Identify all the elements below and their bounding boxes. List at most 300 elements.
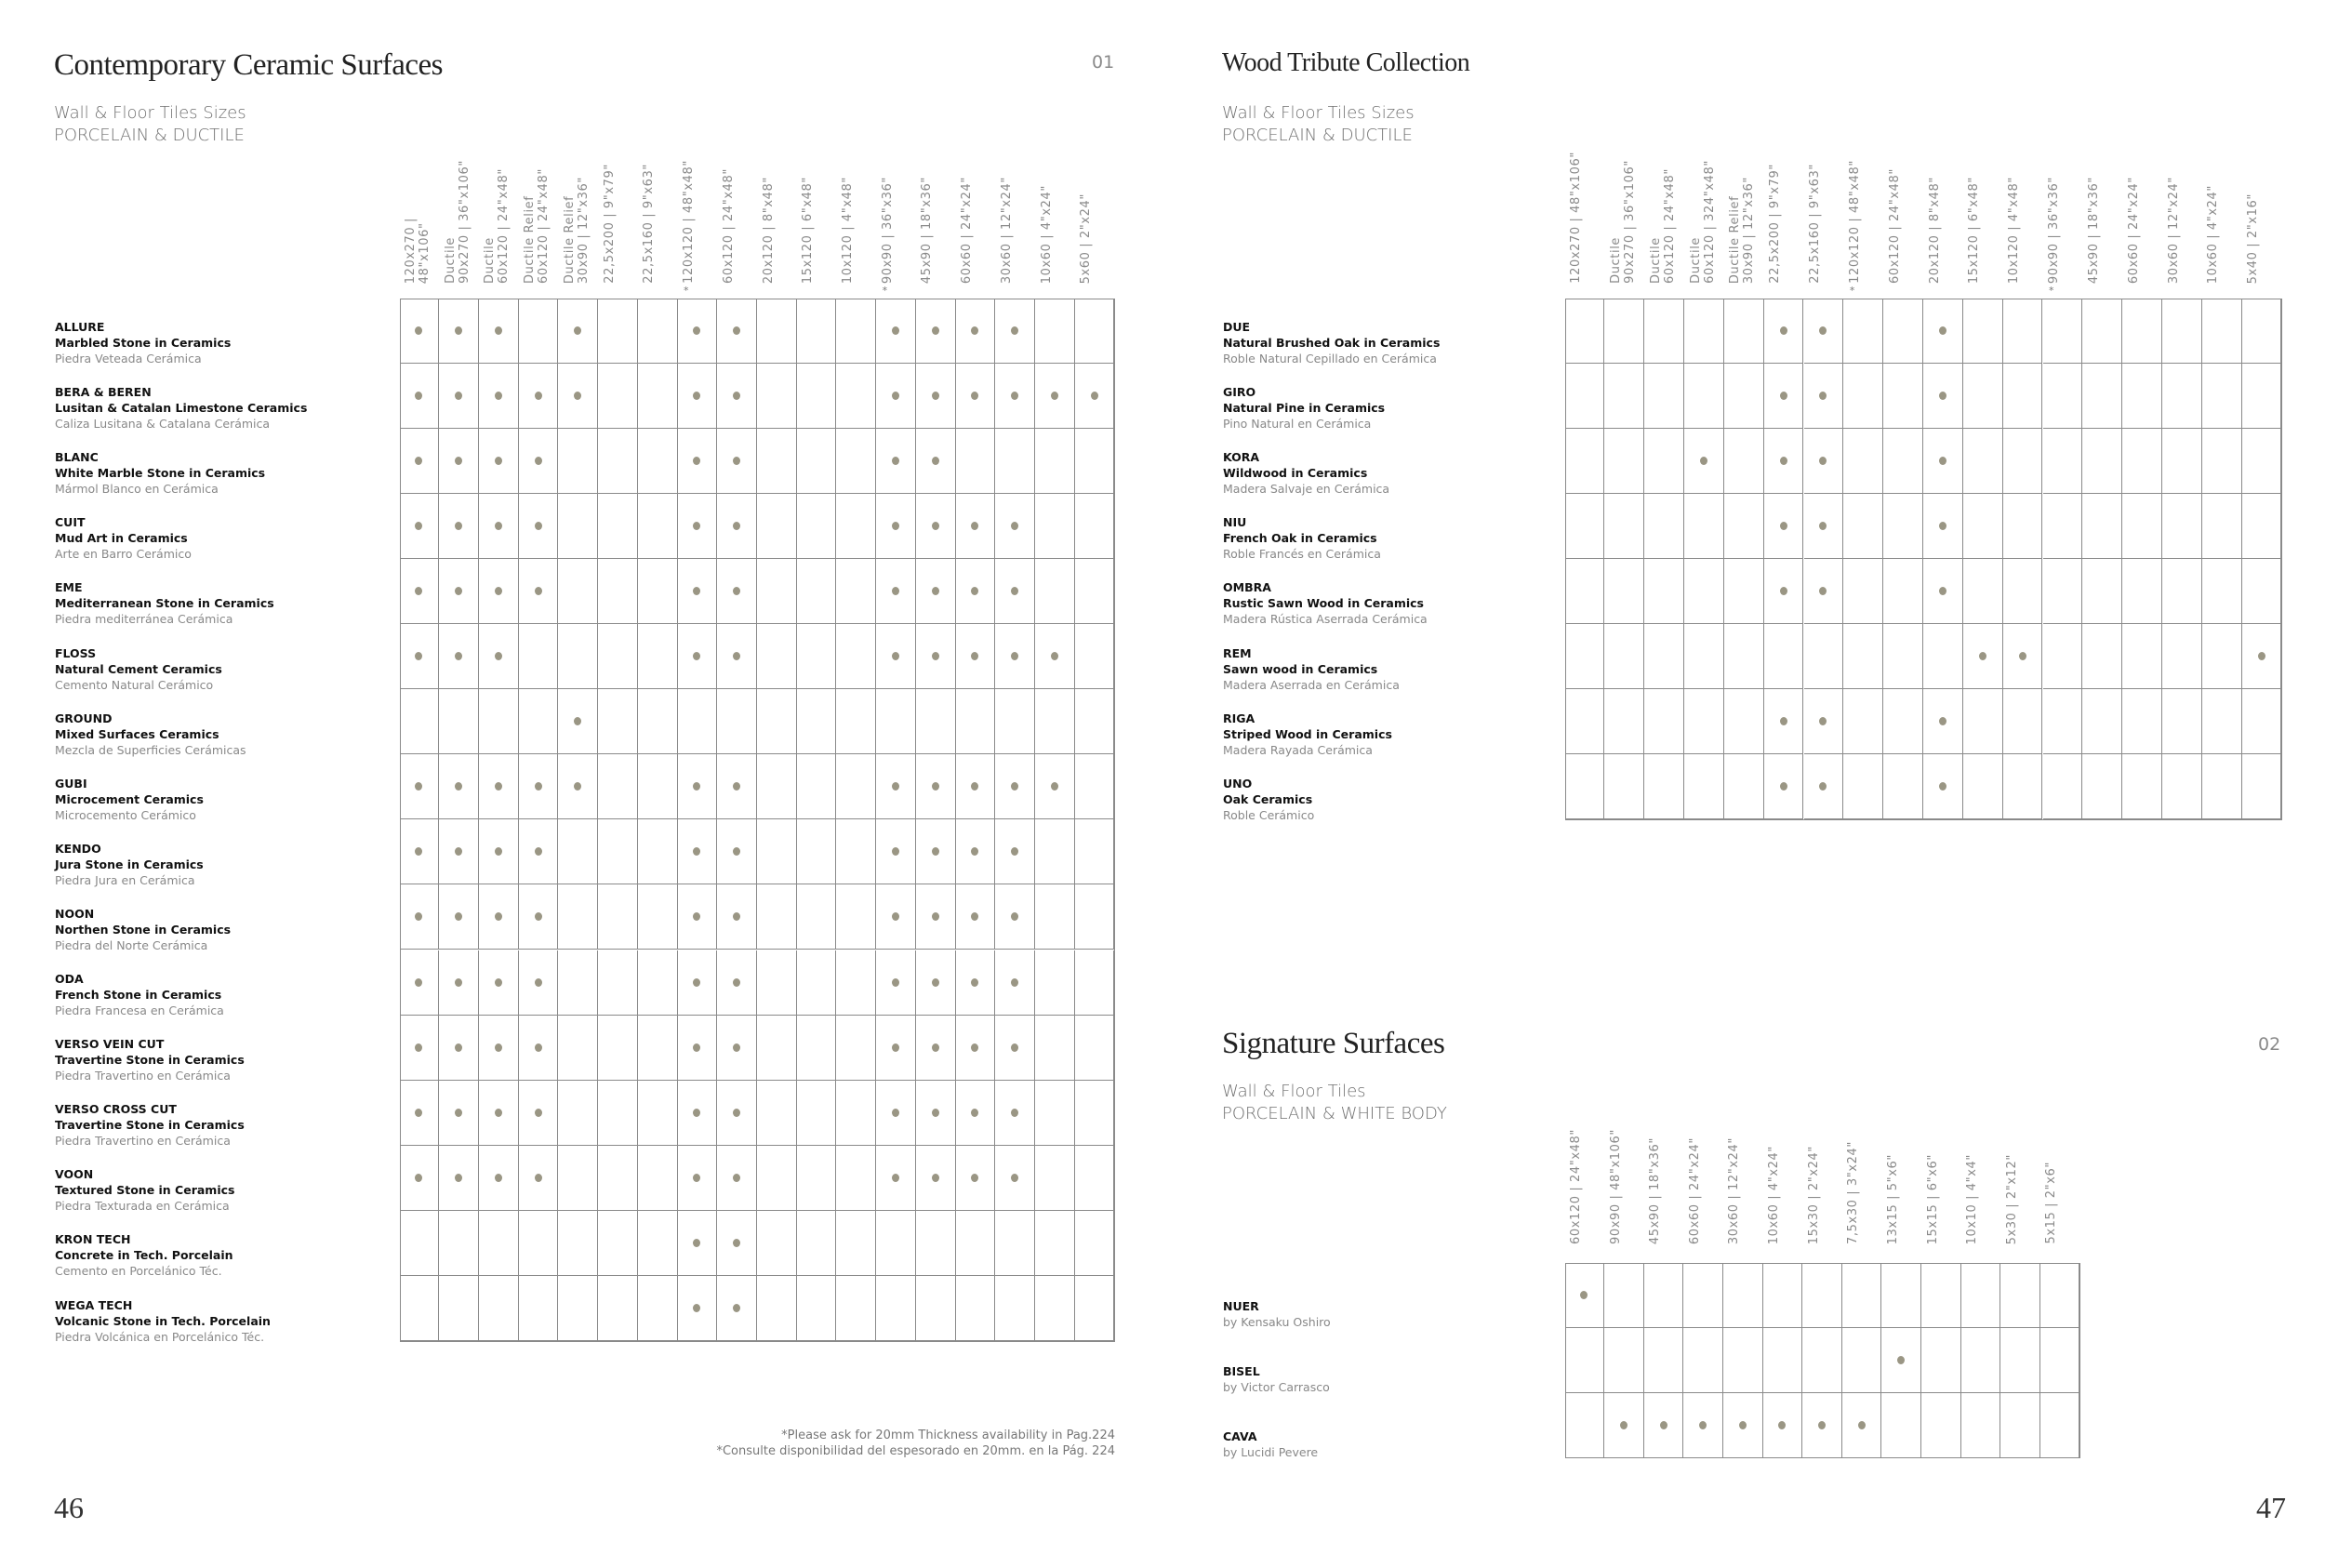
column-header-label: 20x120 | 8"x48" [761, 176, 776, 284]
column-header-label: Ductile 60x120 | 24"x48" [483, 167, 512, 284]
availability-dot [495, 522, 502, 530]
column-header-label: 60x120 | 24"x48" [1569, 1128, 1583, 1244]
column-header [837, 144, 877, 284]
grid-cell [400, 1016, 440, 1081]
product-row-label [55, 1297, 271, 1345]
grid-cell [717, 754, 757, 819]
availability-dot [1011, 392, 1018, 400]
product-row-label [55, 384, 307, 432]
availability-dot [971, 587, 978, 595]
availability-dot [1011, 522, 1018, 530]
grid-cell [1565, 494, 1605, 559]
grid-cell [916, 559, 956, 624]
grid-cell [2043, 364, 2083, 429]
grid-cell [1724, 429, 1764, 494]
grid-cell [678, 364, 718, 429]
availability-dot [455, 1043, 462, 1052]
grid-cell [717, 1276, 757, 1341]
grid-cell [916, 624, 956, 689]
grid-cell [1843, 429, 1883, 494]
column-header [400, 144, 440, 284]
grid-cell [757, 1276, 797, 1341]
grid-cell [598, 429, 638, 494]
grid-cell [1075, 1016, 1115, 1081]
column-header-label: 15x120 | 6"x48" [801, 176, 816, 284]
grid-cell [797, 1081, 837, 1146]
grid-cell [558, 1146, 598, 1211]
column-header [1036, 144, 1076, 284]
grid-cell [1644, 299, 1684, 364]
grid-cell [995, 884, 1035, 950]
grid-cell [757, 754, 797, 819]
availability-dot [932, 912, 939, 921]
availability-dot [932, 392, 939, 400]
grid-cell [2202, 624, 2242, 689]
availability-dot [693, 392, 700, 400]
grid-cell [1604, 559, 1644, 624]
grid-cell [1035, 494, 1075, 559]
product-code: KORA [1223, 450, 1260, 465]
column-header [2040, 1105, 2080, 1244]
grid-cell [638, 1081, 678, 1146]
grid-cell [757, 689, 797, 754]
column-header-label: 30x60 | 12"x24" [2166, 176, 2181, 284]
availability-dot [495, 392, 502, 400]
grid-cell [797, 884, 837, 950]
product-row-label [55, 841, 204, 888]
availability-dot [932, 1174, 939, 1182]
grid-cell [479, 299, 519, 364]
grid-cell [1802, 1263, 1842, 1328]
product-code: GIRO [1223, 385, 1256, 400]
column-header-label: 60x60 | 24"x24" [2126, 176, 2141, 284]
availability-dot [1011, 847, 1018, 856]
availability-dot [1011, 1174, 1018, 1182]
grid-cell [2242, 689, 2282, 754]
availability-dot [455, 1109, 462, 1117]
product-row-label [1223, 514, 1381, 562]
column-header-label: 13x15 | 5"x6" [1885, 1153, 1900, 1244]
grid-cell [757, 819, 797, 884]
grid-cell [916, 494, 956, 559]
column-header [2242, 144, 2282, 284]
product-name: Marbled Stone in Ceramics [55, 336, 232, 350]
signature-subtitle [1222, 1081, 1447, 1125]
grid-cell [479, 819, 519, 884]
grid-cell [638, 624, 678, 689]
grid-cell [1723, 1328, 1763, 1393]
grid-cell [1923, 624, 1963, 689]
grid-cell [995, 494, 1035, 559]
column-header-label: 30x60 | 12"x24" [999, 176, 1014, 284]
grid-cell [2242, 624, 2282, 689]
grid-cell [1843, 624, 1883, 689]
grid-cell [1961, 1263, 2001, 1328]
grid-cell [2242, 494, 2282, 559]
product-name: Travertine Stone in Ceramics [55, 1053, 245, 1068]
product-spanish-name: Piedra del Norte Cerámica [55, 937, 208, 952]
product-name: Volcanic Stone in Tech. Porcelain [55, 1313, 271, 1328]
availability-dot [892, 457, 899, 465]
product-code: VERSO VEIN CUT [55, 1037, 165, 1052]
grid-cell [1764, 494, 1804, 559]
grid-cell [1035, 429, 1075, 494]
availability-dot [892, 912, 899, 921]
grid-cell [439, 754, 479, 819]
column-header [2043, 144, 2083, 297]
grid-cell [995, 819, 1035, 884]
grid-cell [400, 689, 440, 754]
column-header-label: 10x60 | 4"x24" [2206, 184, 2221, 284]
product-row-label [55, 1101, 245, 1149]
availability-dot [1819, 392, 1827, 400]
product-spanish-name: Piedra Volcánica en Porcelánico Téc. [55, 1329, 265, 1344]
availability-dot [1939, 522, 1946, 530]
availability-dot [971, 782, 978, 791]
section-number: 01 [1092, 52, 1115, 73]
grid-cell [2202, 364, 2242, 429]
availability-dot [495, 847, 502, 856]
product-code: CAVA [1223, 1429, 1257, 1443]
availability-dot [693, 1304, 700, 1312]
column-header-label: 45x90 | 18"x36" [2086, 176, 2101, 284]
grid-cell [1075, 1081, 1115, 1146]
grid-cell [2202, 559, 2242, 624]
grid-cell [479, 884, 519, 950]
grid-cell [1843, 754, 1883, 819]
grid-cell [678, 884, 718, 950]
availability-dot [495, 587, 502, 595]
grid-cell [1963, 754, 2003, 819]
availability-dot [1819, 717, 1827, 725]
availability-dot [733, 1174, 740, 1182]
product-code: ODA [55, 972, 84, 986]
column-header-label: 15x120 | 6"x48" [1967, 176, 1982, 284]
product-spanish-name: Madera Rayada Cerámica [1223, 742, 1373, 757]
grid-cell [1644, 559, 1684, 624]
grid-cell [678, 494, 718, 559]
grid-cell [2162, 429, 2202, 494]
grid-cell [558, 429, 598, 494]
grid-cell [2003, 364, 2043, 429]
grid-cell [836, 1016, 876, 1081]
column-header-label: 22,5x160 | 9"x63" [642, 164, 657, 284]
grid-cell [439, 950, 479, 1016]
column-header-label: 10x120 | 4"x48" [840, 176, 855, 284]
product-code: VERSO CROSS CUT [55, 1102, 177, 1117]
grid-cell [757, 559, 797, 624]
grid-cell [1921, 1393, 1961, 1458]
grid-cell [558, 950, 598, 1016]
grid-cell [2043, 494, 2083, 559]
grid-cell [519, 299, 559, 364]
grid-cell [400, 364, 440, 429]
grid-cell [876, 1211, 916, 1276]
product-name: Concrete in Tech. Porcelain [55, 1248, 233, 1263]
grid-cell [956, 429, 996, 494]
grid-cell [2162, 624, 2202, 689]
grid-cell [1075, 494, 1115, 559]
size-grid [1565, 1263, 2080, 1458]
grid-cell [598, 559, 638, 624]
grid-cell [400, 754, 440, 819]
availability-dot [1091, 392, 1098, 400]
grid-cell [598, 1276, 638, 1341]
column-header-label: Ductile 60x120 | 24"x48" [1648, 167, 1677, 284]
grid-cell [1565, 559, 1605, 624]
grid-cell [1604, 494, 1644, 559]
grid-cell [2082, 494, 2122, 559]
availability-dot [455, 652, 462, 660]
availability-dot [574, 326, 581, 335]
grid-cell [836, 1146, 876, 1211]
availability-dot [1819, 782, 1827, 791]
column-header [1075, 144, 1115, 284]
grid-cell [400, 950, 440, 1016]
availability-dot [892, 1043, 899, 1052]
grid-cell [1565, 364, 1605, 429]
grid-cell [1923, 299, 1963, 364]
grid-cell [2122, 624, 2162, 689]
availability-dot [932, 326, 939, 335]
grid-cell [1842, 1263, 1882, 1328]
grid-cell [1035, 1081, 1075, 1146]
grid-cell [757, 1016, 797, 1081]
product-spanish-name: Pino Natural en Cerámica [1223, 417, 1372, 432]
grid-cell [1644, 1393, 1684, 1458]
grid-cell [479, 689, 519, 754]
grid-cell [717, 559, 757, 624]
grid-cell [717, 819, 757, 884]
product-name: Textured Stone in Ceramics [55, 1183, 235, 1198]
grid-cell [598, 689, 638, 754]
grid-cell [836, 950, 876, 1016]
grid-cell [1644, 689, 1684, 754]
product-row-label [1223, 645, 1400, 693]
grid-cell [678, 950, 718, 1016]
product-row-label [55, 1231, 233, 1279]
product-row-label [55, 776, 204, 823]
grid-cell [1921, 1328, 1961, 1393]
grid-cell [956, 624, 996, 689]
product-spanish-name: Madera Aserrada en Cerámica [1223, 677, 1400, 692]
availability-dot [693, 587, 700, 595]
grid-cell [2003, 624, 2043, 689]
column-header-label: 15x30 | 2"x24" [1806, 1145, 1821, 1244]
grid-cell [916, 1211, 956, 1276]
grid-cell [1804, 429, 1844, 494]
grid-cell [2122, 689, 2162, 754]
grid-cell [1883, 559, 1923, 624]
column-header [758, 144, 798, 284]
column-header [1842, 1105, 1882, 1244]
grid-cell [439, 559, 479, 624]
grid-cell [638, 299, 678, 364]
availability-dot [1580, 1291, 1588, 1299]
product-row-label [55, 906, 231, 953]
column-header-label: 10x60 | 4"x24" [1767, 1145, 1782, 1244]
grid-cell [678, 559, 718, 624]
grid-cell [836, 494, 876, 559]
grid-cell [1604, 1328, 1644, 1393]
product-name: Jura Stone in Ceramics [55, 857, 204, 871]
column-header [1724, 144, 1764, 284]
grid-cell [519, 754, 559, 819]
product-code: VOON [55, 1167, 94, 1182]
grid-cell [558, 559, 598, 624]
availability-dot [892, 652, 899, 660]
grid-cell [1075, 884, 1115, 950]
availability-dot [495, 326, 502, 335]
availability-dot [415, 912, 422, 921]
grid-cell [2082, 689, 2122, 754]
grid-cell [916, 1146, 956, 1211]
column-header [1844, 144, 1884, 297]
grid-cell [2122, 559, 2162, 624]
column-header [2202, 144, 2242, 284]
product-name: Natural Brushed Oak in Ceramics [1223, 336, 1441, 350]
grid-cell [1075, 689, 1115, 754]
grid-cell [1644, 364, 1684, 429]
grid-cell [797, 364, 837, 429]
column-header-label: 5x60 | 2"x24" [1079, 193, 1094, 284]
grid-cell [1684, 364, 1724, 429]
availability-dot [495, 652, 502, 660]
grid-cell [2003, 429, 2043, 494]
grid-cell [876, 559, 916, 624]
availability-dot [693, 1109, 700, 1117]
grid-cell [1565, 754, 1605, 819]
product-name: White Marble Stone in Ceramics [55, 466, 266, 481]
grid-cell [1035, 1146, 1075, 1211]
availability-dot [892, 587, 899, 595]
availability-dot [1819, 587, 1827, 595]
grid-cell [1604, 429, 1644, 494]
product-spanish-name: Cemento Natural Cerámico [55, 677, 214, 692]
grid-cell [1923, 754, 1963, 819]
availability-dot [2019, 652, 2026, 660]
page-number-left: 46 [54, 1491, 84, 1524]
product-spanish-name: Mármol Blanco en Cerámica [55, 482, 219, 497]
subtitle-line: PORCELAIN & DUCTILE [1222, 126, 1413, 145]
availability-dot [535, 1043, 542, 1052]
availability-dot [1939, 782, 1946, 791]
column-header-label: 15x15 | 6"x6" [1925, 1153, 1940, 1244]
product-name: Northen Stone in Ceramics [55, 922, 232, 937]
grid-cell [916, 754, 956, 819]
grid-cell [400, 559, 440, 624]
availability-dot [1858, 1421, 1866, 1429]
column-header-label: 5x15 | 2"x6" [2044, 1162, 2059, 1244]
availability-dot [932, 522, 939, 530]
availability-dot [1780, 717, 1787, 725]
grid-cell [2082, 364, 2122, 429]
column-header-label: 10x120 | 4"x48" [2007, 176, 2022, 284]
column-header-label: 45x90 | 18"x36" [1648, 1136, 1663, 1244]
availability-dot [693, 326, 700, 335]
grid-cell [876, 1276, 916, 1341]
grid-cell [836, 754, 876, 819]
column-header [877, 144, 917, 297]
grid-cell [479, 754, 519, 819]
grid-cell [836, 1081, 876, 1146]
grid-cell [2040, 1393, 2080, 1458]
grid-cell [1075, 1211, 1115, 1276]
availability-dot [415, 1109, 422, 1117]
availability-dot [971, 1174, 978, 1182]
grid-cell [916, 950, 956, 1016]
column-header-asterisk: * [882, 285, 888, 297]
availability-dot [1051, 782, 1058, 791]
grid-cell [717, 1211, 757, 1276]
grid-cell [2082, 624, 2122, 689]
grid-cell [1843, 364, 1883, 429]
grid-cell [638, 494, 678, 559]
grid-cell [1684, 624, 1724, 689]
ceramic-subtitle [54, 102, 246, 147]
subtitle-line: PORCELAIN & DUCTILE [54, 126, 245, 145]
grid-cell [1035, 884, 1075, 950]
grid-cell [2202, 754, 2242, 819]
column-header-asterisk: * [2049, 285, 2054, 297]
product-row-label [1223, 384, 1385, 432]
availability-dot [971, 978, 978, 987]
grid-cell [2242, 559, 2282, 624]
grid-cell [1075, 299, 1115, 364]
product-code: KRON TECH [55, 1232, 131, 1247]
grid-cell [1684, 754, 1724, 819]
availability-dot [535, 522, 542, 530]
grid-cell [1843, 299, 1883, 364]
grid-cell [400, 884, 440, 950]
grid-cell [956, 364, 996, 429]
grid-cell [2043, 429, 2083, 494]
availability-dot [693, 847, 700, 856]
grid-cell [1604, 364, 1644, 429]
grid-cell [1644, 494, 1684, 559]
product-code: REM [1223, 645, 1252, 660]
grid-cell [797, 689, 837, 754]
availability-dot [971, 1043, 978, 1052]
grid-cell [519, 1276, 559, 1341]
column-header [440, 144, 480, 284]
grid-cell [797, 559, 837, 624]
column-header-label: 60x120 | 24"x48" [1887, 167, 1902, 284]
grid-cell [956, 559, 996, 624]
grid-cell [1035, 624, 1075, 689]
product-code: ALLURE [55, 320, 105, 334]
grid-cell [956, 950, 996, 1016]
grid-cell [916, 1016, 956, 1081]
availability-dot [1818, 1421, 1826, 1429]
grid-cell [2082, 559, 2122, 624]
column-header [1882, 1105, 1922, 1244]
availability-dot [892, 978, 899, 987]
grid-cell [1565, 1263, 1605, 1328]
grid-cell [916, 1081, 956, 1146]
product-row-label [1223, 1298, 1331, 1330]
grid-cell [995, 1211, 1035, 1276]
product-spanish-name: Roble Cerámico [1223, 807, 1315, 822]
column-header-label: Ductile 90x270 | 36"x106" [1608, 160, 1637, 284]
grid-cell [1963, 559, 2003, 624]
column-header [638, 144, 678, 284]
availability-dot [455, 457, 462, 465]
availability-dot [495, 912, 502, 921]
grid-cell [2162, 364, 2202, 429]
grid-cell [638, 754, 678, 819]
wood-subtitle [1222, 102, 1415, 147]
